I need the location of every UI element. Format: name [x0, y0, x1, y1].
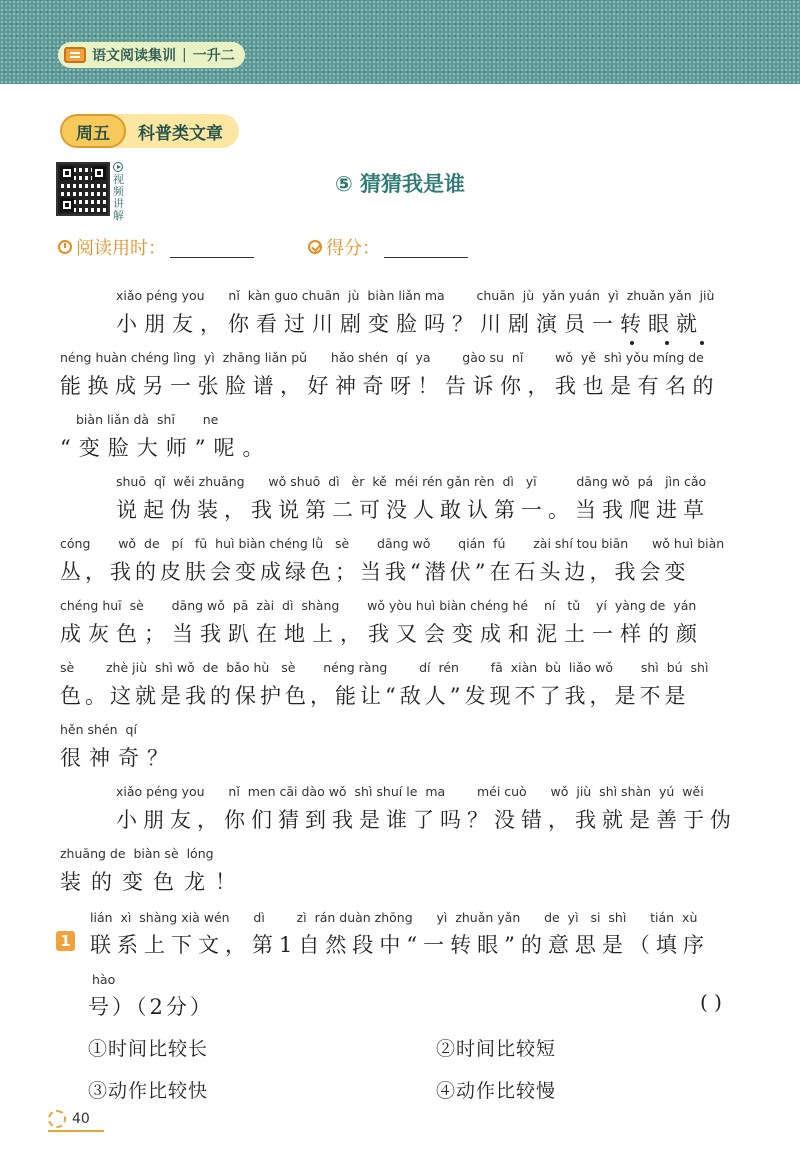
- series-title: 语文阅读集训: [92, 48, 176, 64]
- pinyin-line: cóng wǒ de pí fū huì biàn chéng lǜ sè dāng wǒ qián fú zài shí tou biān wǒ huì biàn: [60, 536, 725, 551]
- reading-time-label: 阅读用时：: [76, 238, 166, 259]
- emphasis-dot: [665, 341, 669, 345]
- emphasis-dot: [630, 341, 634, 345]
- text-line: 色。这就是我的保护色，能让“敌人”发现不了我，是不是: [60, 684, 690, 708]
- score-label: 得分：: [326, 238, 380, 259]
- clock-icon: [58, 240, 72, 254]
- series-grade: 一升二: [192, 48, 235, 64]
- question-text: 号）（2分）: [88, 995, 214, 1019]
- pinyin-line: lián xì shàng xià wén dì zì rán duàn zhōng yì zhuǎn yǎn de yì si shì tián xù: [90, 910, 698, 925]
- text-line: 说起伪装，我说第二可没人敢认第一。当我爬进草: [116, 498, 710, 522]
- text-line: 成灰色；当我趴在地上，我又会变成和泥土一样的颜: [60, 622, 704, 646]
- page-number: 40: [72, 1111, 90, 1127]
- text-line: 小朋友，你们猜到我是谁了吗？没错，我就是善于伪: [116, 808, 737, 832]
- score-blank[interactable]: [384, 237, 468, 258]
- option-4[interactable]: ④动作比较慢: [436, 1080, 557, 1102]
- pinyin-line: biàn liǎn dà shī ne: [76, 412, 219, 427]
- answer-box[interactable]: ( ): [700, 990, 722, 1014]
- video-label: 视频讲解: [113, 173, 124, 222]
- text-line: 很神奇？: [60, 746, 176, 770]
- emphasis-dot: [700, 341, 704, 345]
- pinyin-line: xiǎo péng you nǐ kàn guo chuān jù biàn liǎn ma chuān jù yǎn yuán yì zhuǎn yǎn jiù: [116, 288, 715, 303]
- article-title: ⑤ 猜猜我是谁: [334, 172, 466, 196]
- reading-time: [58, 234, 254, 260]
- day-label: 周五: [60, 114, 126, 148]
- page-footer: [48, 1110, 90, 1128]
- section-tag: [60, 114, 239, 148]
- check-circle-icon: [308, 240, 322, 254]
- text-line: “变脸大师”呢。: [60, 436, 272, 460]
- series-badge: [58, 42, 245, 68]
- footer-rule: [48, 1130, 104, 1132]
- book-icon: [64, 47, 86, 63]
- text-line: 丛，我的皮肤会变成绿色；当我“潜伏”在石头边，我会变: [60, 560, 690, 584]
- pinyin-line: hěn shén qí: [60, 722, 137, 737]
- question-number: 1: [56, 931, 75, 951]
- pinyin-line: xiǎo péng you nǐ men cāi dào wǒ shì shuí le ma méi cuò wǒ jiù shì shàn yú wěi: [116, 784, 704, 799]
- option-2[interactable]: ②时间比较短: [436, 1038, 557, 1060]
- pinyin-line: hào: [92, 972, 116, 987]
- pinyin-line: chéng huī sè dāng wǒ pā zài dì shàng wǒ yòu huì biàn chéng hé ní tǔ yí yàng de yán: [60, 598, 697, 613]
- text-line: 能换成另一张脸谱，好神奇呀！告诉你，我也是有名的: [60, 374, 720, 398]
- option-1[interactable]: ①时间比较长: [88, 1038, 209, 1060]
- pinyin-line: néng huàn chéng lìng yì zhāng liǎn pǔ hǎo shén qí ya gào su nǐ wǒ yě shì yǒu míng de: [60, 350, 704, 365]
- text-line: 装的变色龙！: [60, 870, 246, 894]
- text-line: 小朋友，你看过川剧变脸吗？川剧演员一转眼就: [116, 312, 704, 336]
- pinyin-line: sè zhè jiù shì wǒ de bǎo hù sè néng ràng dí rén fā xiàn bù liǎo wǒ shì bú shì: [60, 660, 709, 675]
- pinyin-line: shuō qǐ wěi zhuāng wǒ shuō dì èr kě méi rén gǎn rèn dì yī dāng wǒ pá jìn cǎo: [116, 474, 707, 489]
- score: [308, 234, 468, 260]
- qr-finder: [60, 198, 74, 212]
- reading-time-blank[interactable]: [170, 237, 254, 258]
- question-text: 联系上下文，第1自然段中“一转眼”的意思是（填序: [90, 933, 710, 957]
- option-3[interactable]: ③动作比较快: [88, 1080, 209, 1102]
- category-label: 科普类文章: [108, 114, 239, 148]
- sun-icon: [48, 1110, 66, 1128]
- series-separator: |: [182, 47, 187, 63]
- pinyin-line: zhuāng de biàn sè lóng: [60, 846, 214, 861]
